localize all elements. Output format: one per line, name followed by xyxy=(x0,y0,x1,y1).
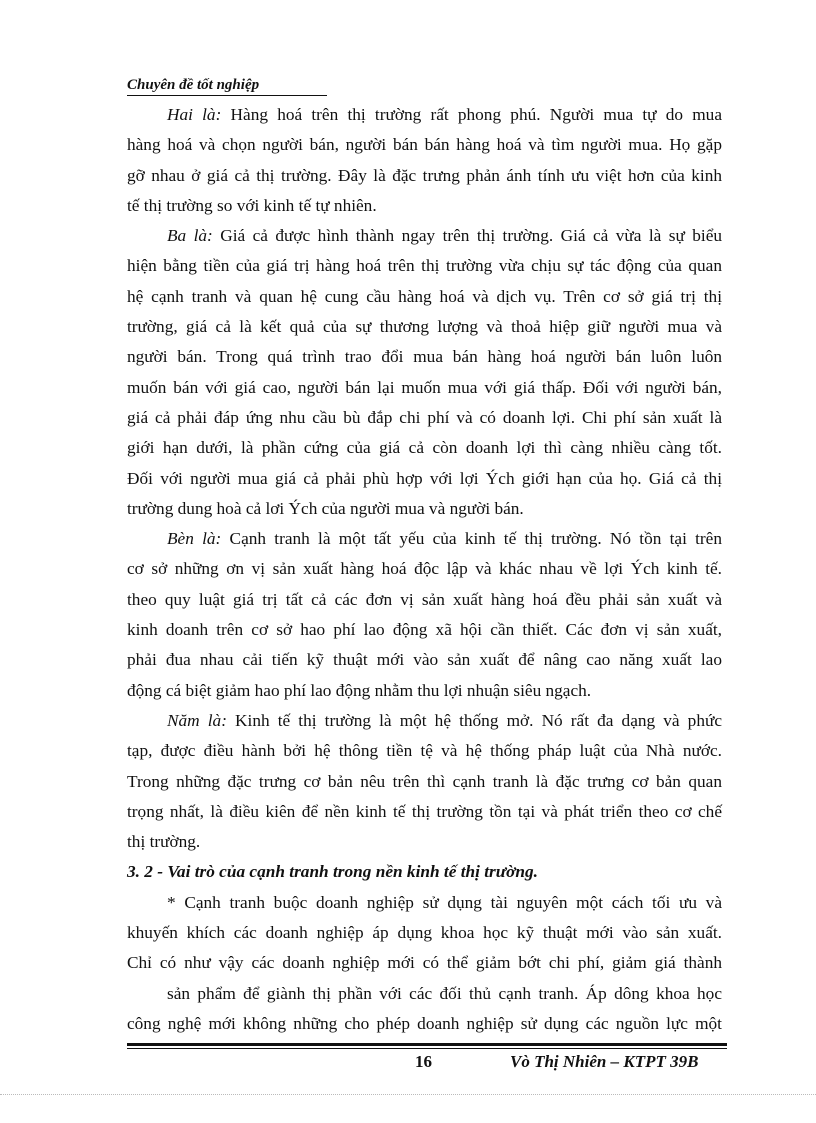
text-line: cơ sở những ơn vị sản xuất hàng hoá độc lập và khác nhau về lợi Ých kinh tế. xyxy=(127,559,722,579)
text-line: khuyến khích các doanh nghiệp áp dụng khoa học kỹ thuật mới vào sản xuất. xyxy=(127,923,722,943)
paragraph-ba-la-line xyxy=(127,221,722,251)
text-line: Cạnh tranh là một tất yếu của kinh tế thị trường. Nó tồn tại trên xyxy=(221,529,722,549)
text-line: Hàng hoá trên thị trường rất phong phú. Người mua tự do mua xyxy=(221,105,722,124)
text-line: Trong những đặc trưng cơ bản nêu trên thì cạnh tranh là đặc trưng cơ bản quan xyxy=(127,771,722,791)
text-line: người bán. Trong quá trình trao đổi mua bán hàng hoá người bán luôn luôn xyxy=(127,347,722,367)
text-line: giới hạn dưới, là phần cứng của giá cả còn doanh lợi thì càng nhiều càng tốt. xyxy=(127,438,722,458)
text-line: Đối với người mua giá cả phải phù hợp với lợi Ých giới hạn của họ. Giá cả thị xyxy=(127,468,722,488)
text-line: hiện bằng tiền của giá trị hàng hoá trên thị trường vừa chịu sự tác động của quan xyxy=(127,256,722,276)
paragraph-lead: Hai là: xyxy=(167,105,222,124)
text-line: công nghệ mới không những cho phép doanh nghiệp sử dụng các nguồn lực một xyxy=(127,1013,722,1033)
text-line: Giá cả được hình thành ngay trên thị trường. Giá cả vừa là sự biểu xyxy=(212,226,723,246)
page-bottom-divider xyxy=(0,1094,816,1095)
paragraph-ben-la-line xyxy=(127,524,722,554)
body-text xyxy=(127,100,722,1039)
text-line: trọng nhất, là điều kiên để nền kinh tế thị trường tồn tại và phát triển theo cơ chế xyxy=(127,801,722,821)
text-line: phải đua nhau cải tiến kỹ thuật mới vào sản xuất để nâng cao năng xuất lao xyxy=(127,650,722,670)
text-line: động cá biệt giảm hao phí lao động nhằm thu lợi nhuận siêu ngạch. xyxy=(127,680,592,700)
text-line: * Cạnh tranh buộc doanh nghiệp sử dụng tài nguyên một cách tối ưu và xyxy=(167,892,722,912)
text-line: hàng hoá và chọn người bán, người bán bán hàng hoá và tìm người mua. Họ gặp xyxy=(127,135,722,155)
text-line: hệ cạnh tranh và quan hệ cung cầu hàng hoá và dịch vụ. Trên cơ sở giá trị thị xyxy=(127,286,722,306)
paragraph-lead: Ba là: xyxy=(167,226,213,246)
text-line: giá cả phải đáp ứng nhu cầu bù đắp chi phí và có doanh lợi. Chi phí sản xuất là xyxy=(127,407,722,427)
footer-author: Vò Thị Nhiên – KTPT 39B xyxy=(510,1052,699,1071)
running-header: Chuyên đề tốt nghiệp xyxy=(127,76,327,96)
text-line: tế thị trường so với kinh tế tự nhiên. xyxy=(127,195,377,215)
text-line: tạp, được điều hành bởi hệ thông tiền tệ và hệ thống pháp luật của Nhà nước. xyxy=(127,741,722,761)
section-heading: 3. 2 - Vai trò của cạnh tranh trong nền kinh tế thị trường. xyxy=(127,862,538,882)
text-line: muốn bán với giá cao, người bán lại muốn mua với giá thấp. Đối với người bán, xyxy=(127,377,722,397)
text-line: sản phẩm để giành thị phần với các đối thủ cạnh tranh. Áp dông khoa học xyxy=(167,983,722,1003)
paragraph-lead: Bèn là: xyxy=(167,529,222,549)
text-line: thị trường. xyxy=(127,832,201,852)
text-line: Kinh tế thị trường là một hệ thống mở. Nó rất đa dạng và phức xyxy=(226,710,722,730)
text-line: Chỉ có như vậy các doanh nghiệp mới có thể giảm bớt chi phí, giảm giá thành xyxy=(127,953,722,973)
text-line: theo quy luật giá trị tất cả các đơn vị sản xuất hàng hoá đều phải sản xuất và xyxy=(127,589,722,609)
page-number: 16 xyxy=(415,1052,432,1071)
text-line: trường dung hoà cả lơi Ých của người mua và người bán. xyxy=(127,498,524,518)
paragraph-hai-la-line xyxy=(127,100,722,130)
paragraph-lead: Năm là: xyxy=(167,710,227,730)
text-line: gỡ nhau ở giá cả thị trường. Đây là đặc trưng phản ánh tính ưu việt hơn của kinh xyxy=(127,165,722,185)
text-line: trường, giá cả là kết quả của sự thương lượng và thoả hiệp giữ người mua và xyxy=(127,317,722,337)
footer-rule-thick xyxy=(127,1043,727,1046)
text-line: kinh doanh trên cơ sở hao phí lao động xã hội cần thiết. Các đơn vị sản xuất, xyxy=(127,620,722,640)
paragraph-nam-la-line xyxy=(127,706,722,736)
footer-rule-thin xyxy=(127,1048,727,1049)
